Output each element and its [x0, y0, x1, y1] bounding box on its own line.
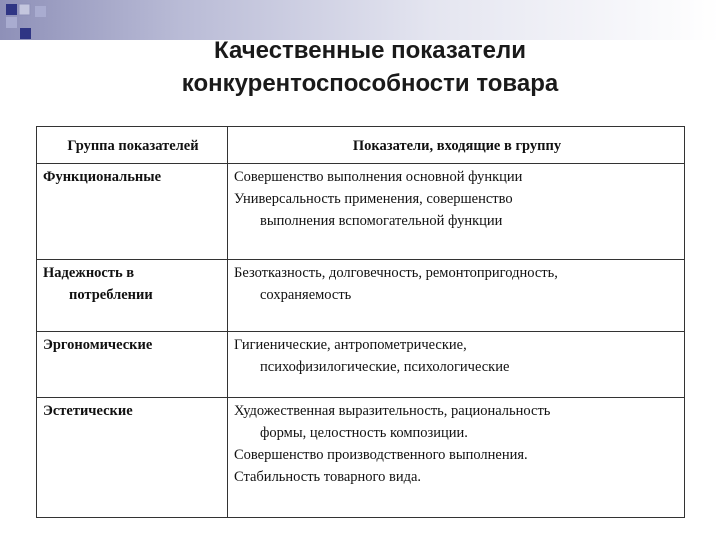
- header-indicators: Показатели, входящие в группу: [228, 127, 685, 164]
- indicators-cell: [228, 398, 685, 518]
- indicator-line: выполнения вспомогательной функции: [260, 213, 503, 229]
- indicator-line: Гигиенические, антропометрические,: [234, 337, 467, 353]
- table-row: [37, 398, 685, 518]
- group-text: Эргономические: [43, 337, 153, 353]
- group-text: Функциональные: [43, 169, 162, 185]
- indicator-line: Совершенство выполнения основной функции: [234, 169, 523, 185]
- page-title: [40, 34, 700, 100]
- group-cell: [37, 164, 228, 260]
- table-row: [37, 332, 685, 398]
- indicators-cell: [228, 260, 685, 332]
- indicator-line: Универсальность применения, совершенство: [234, 191, 513, 207]
- indicator-line: Художественная выразительность, рациональность: [234, 403, 551, 419]
- indicators-cell: [228, 332, 685, 398]
- square-light-upper: [35, 6, 46, 17]
- group-cell: [37, 332, 228, 398]
- indicators-table: [36, 126, 685, 518]
- group-cell: [37, 398, 228, 518]
- indicator-line: Безотказность, долговечность, ремонтопригодность,: [234, 265, 558, 281]
- indicator-line: Совершенство производственного выполнения.: [234, 447, 528, 463]
- table-row: [37, 164, 685, 260]
- group-cell: [37, 260, 228, 332]
- indicator-line: Стабильность товарного вида.: [234, 469, 422, 485]
- group-text: Надежность в: [43, 265, 135, 281]
- header-group: Группа показателей: [37, 127, 228, 164]
- indicator-line: формы, целостность композиции.: [260, 425, 468, 441]
- indicator-line: психофизилогические, психологические: [260, 359, 510, 375]
- square-dark-bottom: [20, 28, 31, 39]
- group-text: Эстетические: [43, 403, 133, 419]
- title-line-2: конкурентоспособности товара: [181, 70, 559, 97]
- square-dark-top-left: [6, 4, 17, 15]
- table-header-row: [37, 127, 685, 164]
- title-line-1: Качественные показатели: [214, 37, 526, 64]
- group-text: потреблении: [69, 287, 153, 303]
- square-light-bottom-left: [6, 17, 17, 28]
- indicators-cell: [228, 164, 685, 260]
- indicator-line: сохраняемость: [260, 287, 352, 303]
- square-light-top-right: [19, 4, 30, 15]
- table-row: [37, 260, 685, 332]
